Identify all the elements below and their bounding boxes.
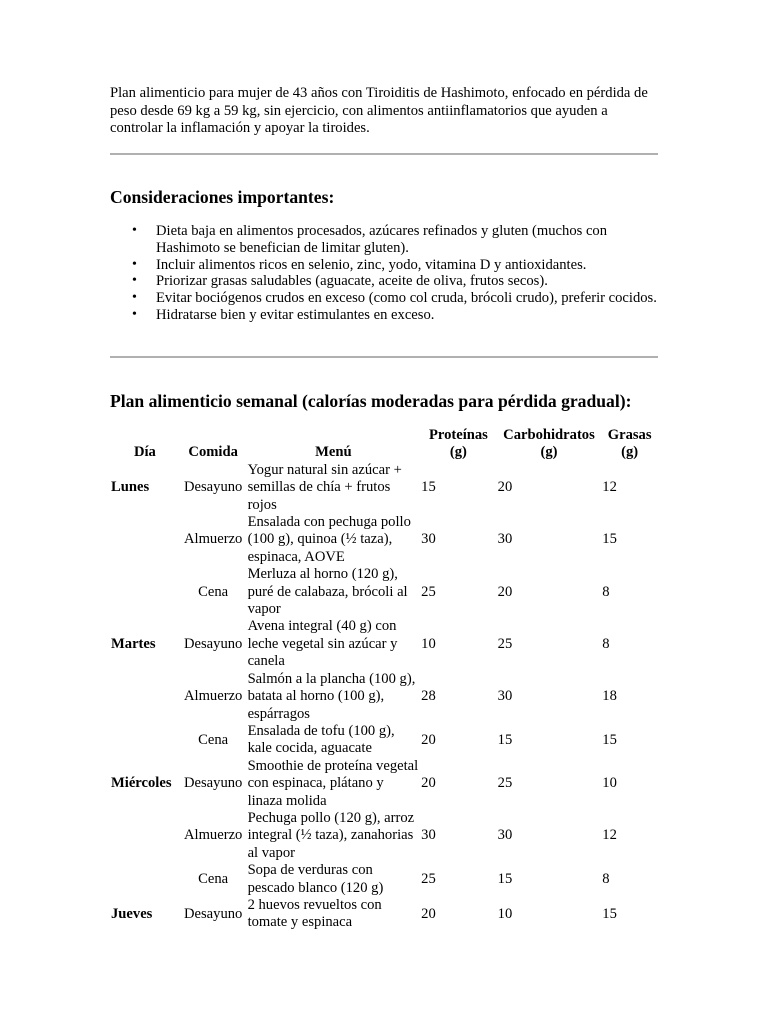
cell-meal: Almuerzo (183, 531, 243, 548)
header-menu: Menú (315, 444, 352, 461)
cell-protein: 25 (421, 583, 436, 600)
cell-menu: Ensalada con pechuga pollo (100 g), quinoa (½ taza), espinaca, AOVE (247, 514, 411, 565)
header-day: Día (133, 444, 156, 461)
table-row (110, 618, 658, 670)
bullet-icon: • (132, 223, 137, 238)
cell-fat: 15 (602, 531, 617, 548)
cell-menu: Sopa de verduras con pescado blanco (120 g) (247, 862, 384, 896)
table-row (110, 810, 658, 862)
list-item: • Dieta baja en alimentos procesados, azúcares refinados y gluten (muchos con Hashimoto se benefician de limitar gluten). (132, 223, 608, 256)
cell-day (110, 514, 180, 566)
cell-day (110, 723, 180, 758)
cell-day: Jueves (111, 905, 153, 922)
cell-carbs: 10 (497, 905, 513, 922)
cell-day (110, 810, 180, 862)
meal-plan-table (110, 427, 658, 932)
cell-protein: 20 (421, 775, 436, 792)
cell-fat: 8 (602, 583, 610, 600)
cell-menu: Merluza al horno (120 g), puré de calabaza, brócoli al vapor (247, 566, 408, 618)
plan-heading: Plan alimenticio semanal (calorías moderadas para pérdida gradual): (110, 391, 632, 411)
list-item: • Hidratarse bien y evitar estimulantes en exceso. (132, 306, 435, 323)
cell-carbs: 30 (497, 688, 513, 705)
cell-meal: Almuerzo (183, 688, 243, 705)
bullet-icon: • (132, 256, 137, 272)
cell-carbs: 20 (497, 583, 513, 600)
cell-protein: 20 (421, 905, 436, 922)
cell-meal: Desayuno (183, 635, 243, 652)
cell-day (110, 862, 180, 897)
considerations-heading: Consideraciones importantes: (110, 187, 335, 207)
divider (110, 356, 658, 358)
cell-fat: 18 (602, 688, 617, 705)
divider (110, 153, 658, 155)
cell-meal: Cena (198, 870, 229, 887)
cell-day: Miércoles (111, 775, 172, 792)
cell-carbs: 15 (497, 870, 513, 887)
cell-protein: 25 (421, 870, 436, 887)
cell-menu: Salmón a la plancha (100 g), batata al horno (100 g), espárragos (247, 670, 416, 722)
header-carbs: Carbohidratos (g) (503, 427, 595, 461)
bullet-icon: • (132, 273, 137, 289)
considerations-list (110, 223, 658, 324)
cell-fat: 12 (602, 479, 617, 496)
table-row (110, 514, 658, 566)
cell-menu: Ensalada de tofu (100 g), kale cocida, aguacate (247, 722, 395, 757)
table-row (110, 566, 658, 618)
cell-fat: 15 (602, 731, 617, 748)
cell-meal: Cena (198, 731, 229, 748)
cell-carbs: 25 (497, 635, 513, 652)
cell-menu: Smoothie de proteína vegetal con espinaca, plátano y linaza molida (247, 757, 419, 809)
cell-carbs: 15 (497, 731, 513, 748)
table-row (110, 462, 658, 514)
cell-fat: 8 (602, 870, 610, 887)
cell-day: Martes (111, 635, 156, 652)
list-item: • Priorizar grasas saludables (aguacate, aceite de oliva, frutos secos). (132, 273, 548, 290)
table-header-row (110, 427, 658, 462)
cell-day (110, 671, 180, 723)
cell-protein: 30 (421, 531, 436, 548)
cell-menu: 2 huevos revueltos con tomate y espinaca (247, 896, 382, 931)
cell-meal: Desayuno (183, 775, 243, 792)
cell-carbs: 30 (497, 531, 513, 548)
intro-paragraph: Plan alimenticio para mujer de 43 años con Tiroiditis de Hashimoto, enfocado en pérdida de peso desde 69 kg a 59 kg, sin ejercicio, con alimentos antiinflamatorios que ayuden a controlar la inflamación y apoyar la tiroides. (110, 85, 648, 136)
cell-meal: Desayuno (183, 479, 243, 496)
cell-fat: 12 (602, 827, 617, 844)
header-protein: Proteínas (g) (428, 427, 488, 461)
cell-protein: 15 (421, 479, 436, 496)
cell-fat: 8 (602, 635, 610, 652)
table-row (110, 671, 658, 723)
cell-carbs: 20 (497, 479, 513, 496)
table-row (110, 862, 658, 897)
header-meal: Comida (188, 444, 238, 461)
cell-day: Lunes (111, 479, 150, 496)
cell-fat: 10 (602, 775, 617, 792)
cell-menu: Avena integral (40 g) con leche vegetal sin azúcar y canela (247, 618, 398, 670)
cell-carbs: 30 (497, 827, 513, 844)
list-item: • Evitar bociógenos crudos en exceso (como col cruda, brócoli crudo), preferir cocidos. (132, 290, 657, 307)
cell-menu: Pechuga pollo (120 g), arroz integral (½ taza), zanahorias al vapor (247, 809, 415, 861)
bullet-icon: • (132, 306, 137, 322)
cell-fat: 15 (602, 905, 617, 922)
bullet-icon: • (132, 290, 137, 306)
cell-day (110, 566, 180, 618)
cell-protein: 28 (421, 688, 436, 705)
cell-protein: 20 (421, 731, 436, 748)
cell-protein: 10 (421, 635, 436, 652)
table-row (110, 897, 658, 932)
table-row (110, 723, 658, 758)
cell-carbs: 25 (497, 775, 513, 792)
cell-meal: Almuerzo (183, 827, 243, 844)
header-fat: Grasas (g) (607, 427, 652, 461)
cell-protein: 30 (421, 827, 436, 844)
cell-menu: Yogur natural sin azúcar + semillas de chía + frutos rojos (247, 461, 402, 513)
cell-meal: Cena (198, 583, 229, 600)
list-item: • Incluir alimentos ricos en selenio, zinc, yodo, vitamina D y antioxidantes. (132, 256, 587, 273)
table-row (110, 758, 658, 810)
cell-meal: Desayuno (183, 905, 243, 922)
